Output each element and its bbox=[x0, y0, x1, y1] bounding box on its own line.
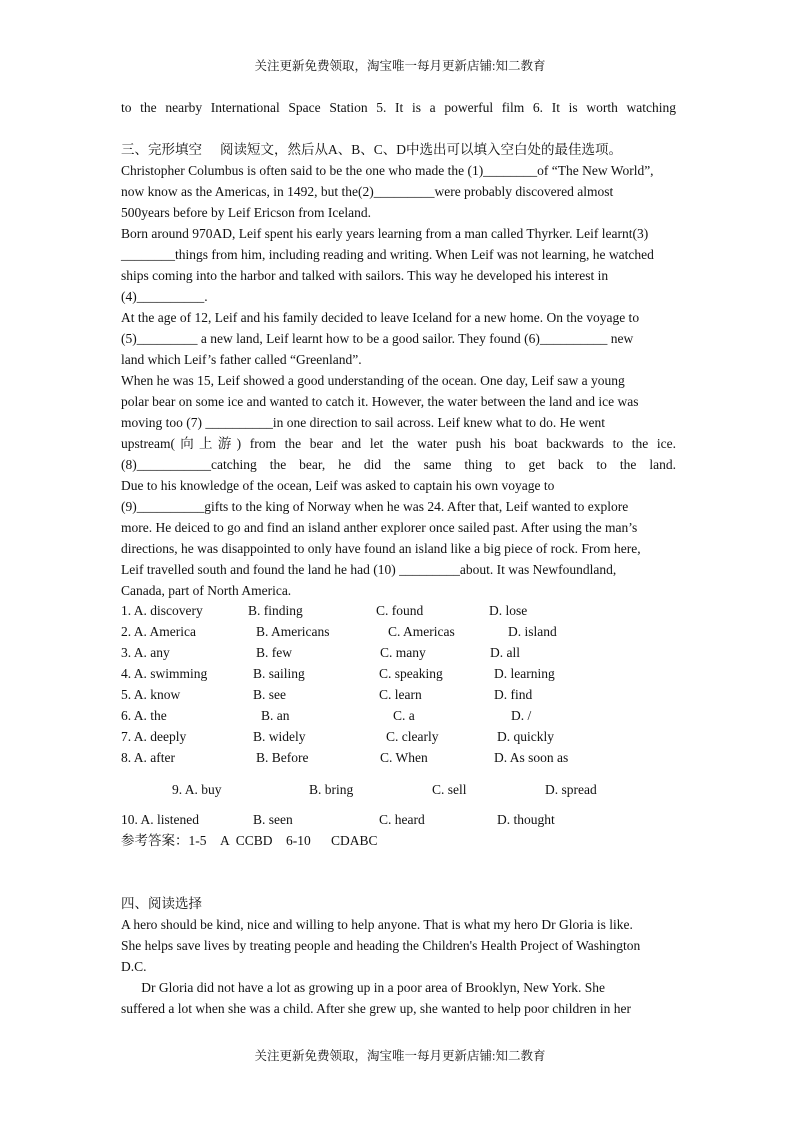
option-a: 1. A. discovery bbox=[121, 603, 203, 618]
option-a: 7. A. deeply bbox=[121, 729, 187, 744]
option-b: B. seen bbox=[253, 812, 293, 827]
passage-line: Canada, part of North America. bbox=[121, 583, 292, 598]
passage-line: Leif travelled south and found the land he had (10) _________about. It was Newfoundland, bbox=[121, 562, 617, 577]
passage-line: (8)___________catching the bear, he did the same thing to get back to the land. bbox=[121, 457, 676, 472]
top-line: to the nearby International Space Station 5. It is a powerful film 6. It is worth watching bbox=[121, 100, 676, 115]
option-a: 9. A. buy bbox=[172, 782, 222, 797]
passage-line: polar bear on some ice and wanted to catch it. However, the water between the land and ice was bbox=[121, 394, 639, 409]
option-c: C. Americas bbox=[388, 624, 455, 639]
passage-line: (9)__________gifts to the king of Norway when he was 24. After that, Leif wanted to explore bbox=[121, 499, 629, 514]
option-b: B. bring bbox=[309, 782, 354, 797]
option-b: B. Americans bbox=[256, 624, 330, 639]
option-b: B. widely bbox=[253, 729, 306, 744]
page-footer: 关注更新免费领取，淘宝唯一每月更新店铺:知二教育 bbox=[254, 1049, 546, 1063]
option-b: B. sailing bbox=[253, 666, 305, 681]
option-b: B. few bbox=[256, 645, 292, 660]
passage-line: 500years before by Leif Ericson from Iceland. bbox=[121, 205, 372, 220]
passage-line: ships coming into the harbor and talked with sailors. This way he developed his interest in bbox=[121, 268, 609, 283]
option-c: C. learn bbox=[379, 687, 422, 702]
option-d: D. quickly bbox=[497, 729, 554, 744]
option-d: D. find bbox=[494, 687, 533, 702]
option-c: C. a bbox=[393, 708, 415, 723]
option-c: C. heard bbox=[379, 812, 425, 827]
section4-title: 四、阅读选择 bbox=[121, 896, 202, 911]
passage-line: At the age of 12, Leif and his family decided to leave Iceland for a new home. On the voyage to bbox=[121, 310, 640, 325]
option-d: D. spread bbox=[545, 782, 597, 797]
option-c: C. sell bbox=[432, 782, 467, 797]
passage-line: A hero should be kind, nice and willing to help anyone. That is what my hero Dr Gloria is like. bbox=[121, 917, 633, 932]
passage-line: directions, he was disappointed to only have found an island like a big piece of rock. From here, bbox=[121, 541, 641, 556]
option-a: 2. A. America bbox=[121, 624, 196, 639]
option-a: 4. A. swimming bbox=[121, 666, 208, 681]
passage-line: moving too (7) __________in one direction to sail across. Leif knew what to do. He went bbox=[121, 415, 606, 430]
option-a: 6. A. the bbox=[121, 708, 167, 723]
option-d: D. learning bbox=[494, 666, 555, 681]
passage-line: She helps save lives by treating people and heading the Children's Health Project of Washington bbox=[121, 938, 641, 953]
passage-line: D.C. bbox=[121, 959, 147, 974]
option-c: C. many bbox=[380, 645, 426, 660]
option-d: D. As soon as bbox=[494, 750, 569, 765]
option-c: C. clearly bbox=[386, 729, 439, 744]
page-header: 关注更新免费领取，淘宝唯一每月更新店铺:知二教育 bbox=[254, 59, 546, 73]
answer-key: 参考答案：1-5 A CCBD 6-10 CDABC bbox=[121, 833, 378, 848]
option-d: D. island bbox=[508, 624, 557, 639]
passage-line: now know as the Americas, in 1492, but the(2)_________were probably discovered almost bbox=[121, 184, 614, 199]
option-a: 8. A. after bbox=[121, 750, 175, 765]
option-b: B. finding bbox=[248, 603, 303, 618]
passage-line: suffered a lot when she was a child. After she grew up, she wanted to help poor children in her bbox=[121, 1001, 631, 1016]
option-d: D. / bbox=[511, 708, 532, 723]
passage-line: more. He deiced to go and find an island anther explorer once sailed past. After using the man’s bbox=[121, 520, 638, 535]
option-b: B. an bbox=[261, 708, 290, 723]
passage-line: When he was 15, Leif showed a good understanding of the ocean. One day, Leif saw a young bbox=[121, 373, 625, 388]
passage-line: Dr Gloria did not have a lot as growing up in a poor area of Brooklyn, New York. She bbox=[121, 980, 606, 995]
passage-line: Due to his knowledge of the ocean, Leif was asked to captain his own voyage to bbox=[121, 478, 555, 493]
passage-line: land which Leif’s father called “Greenland”. bbox=[121, 352, 362, 367]
option-b: B. Before bbox=[256, 750, 309, 765]
option-c: C. When bbox=[380, 750, 428, 765]
passage-line: upstream(向上游) from the bear and let the water push his boat backwards to the ice. bbox=[121, 436, 676, 451]
section3-title: 三、完形填空 bbox=[121, 142, 202, 157]
passage-line: ________things from him, including reading and writing. When Leif was not learning, he watched bbox=[121, 247, 654, 262]
passage-line: Born around 970AD, Leif spent his early years learning from a man called Thyrker. Leif learnt(3) bbox=[121, 226, 649, 241]
option-d: D. thought bbox=[497, 812, 555, 827]
passage-line: Christopher Columbus is often said to be the one who made the (1)________of “The New World”, bbox=[121, 163, 654, 178]
passage-line: (5)_________ a new land, Leif learnt how to be a good sailor. They found (6)__________ new bbox=[121, 331, 634, 346]
option-c: C. found bbox=[376, 603, 424, 618]
option-c: C. speaking bbox=[379, 666, 443, 681]
option-d: D. lose bbox=[489, 603, 528, 618]
option-d: D. all bbox=[490, 645, 520, 660]
option-a: 10. A. listened bbox=[121, 812, 199, 827]
option-a: 5. A. know bbox=[121, 687, 181, 702]
section3-instruction: 阅读短文，然后从A、B、C、D中选出可以填入空白处的最佳选项。 bbox=[220, 142, 623, 157]
passage-line: (4)__________. bbox=[121, 289, 208, 304]
section3-heading bbox=[121, 141, 622, 159]
option-b: B. see bbox=[253, 687, 286, 702]
option-a: 3. A. any bbox=[121, 645, 170, 660]
